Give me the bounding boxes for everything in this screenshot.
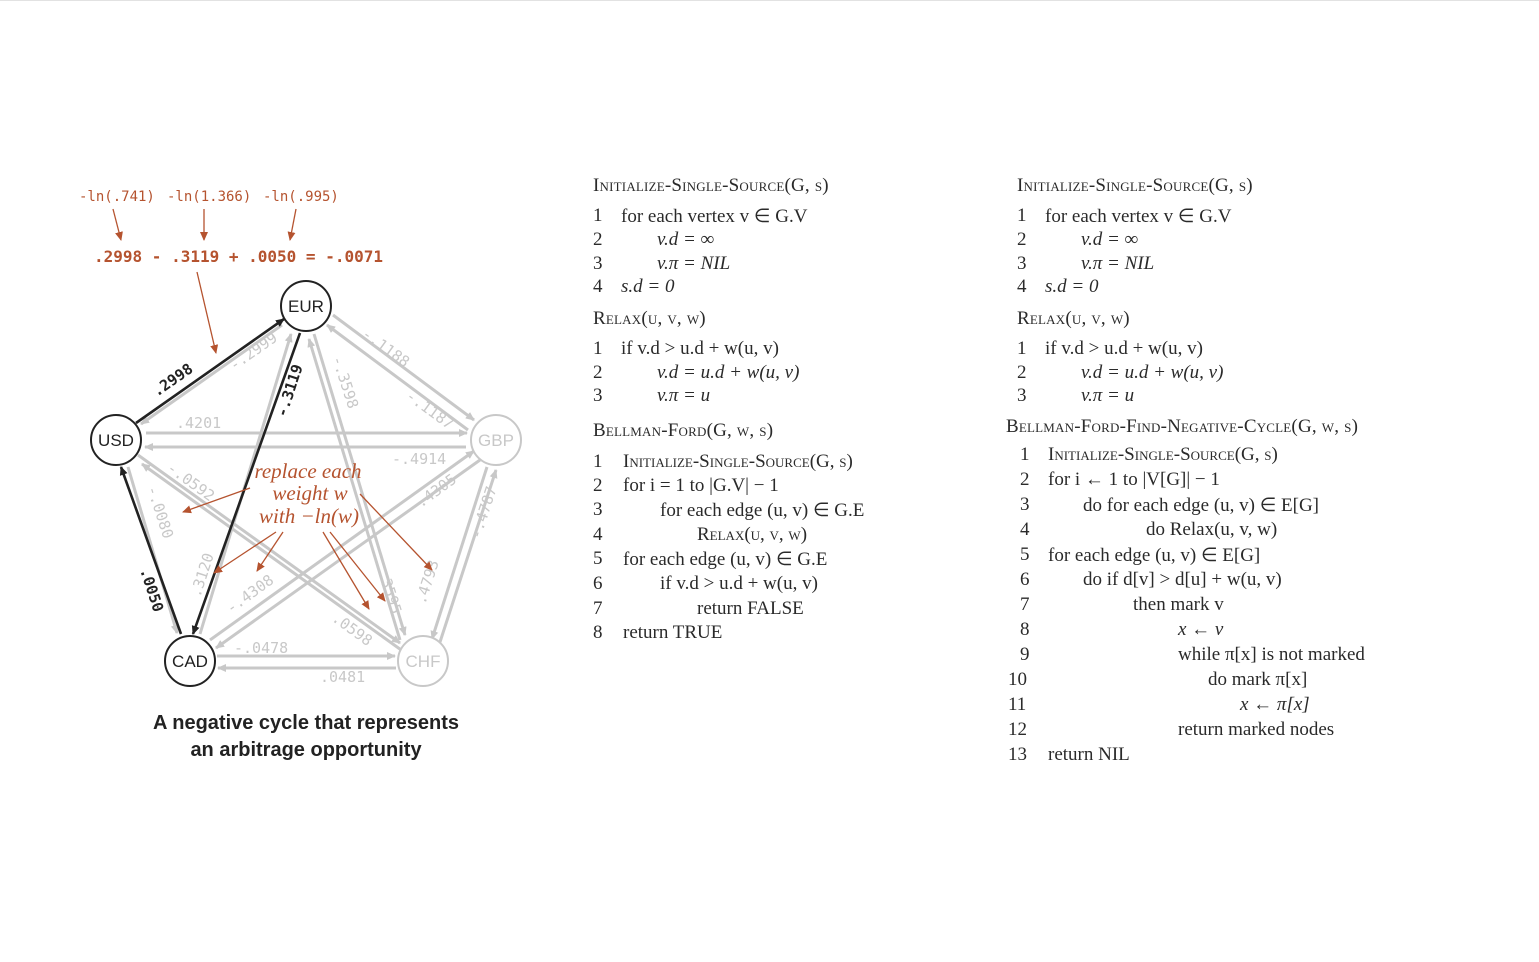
- node-cad: [165, 636, 215, 686]
- formula-term-1: -ln(.741): [79, 189, 155, 205]
- weight-usd-cad: -.0080: [143, 483, 178, 541]
- formula-pointer-arrow: [197, 272, 216, 353]
- arbitrage-graph: [0, 0, 600, 800]
- note-line-3: with −ln(w): [259, 504, 359, 528]
- caption-line-2: an arbitrage opportunity: [190, 739, 422, 761]
- node-eur: [281, 281, 331, 331]
- node-chf: [398, 636, 448, 686]
- note-line-1: replace each: [254, 459, 362, 483]
- weight-chf-gbp: .4793: [411, 557, 443, 607]
- note-arrow-2: [257, 532, 283, 571]
- node-eur-label: EUR: [288, 297, 324, 316]
- weight-eur-gbp: -.1188: [358, 324, 414, 372]
- weight-cad-chf: -.0478: [234, 639, 289, 657]
- weight-chf-cad: .0481: [320, 668, 366, 686]
- weight-gbp-chf: -.4787: [466, 484, 501, 542]
- formula-term-2: -ln(1.366): [167, 189, 252, 205]
- formula-term-3: -ln(.995): [263, 189, 339, 205]
- node-cad-label: CAD: [172, 652, 208, 671]
- formula-sum: .2998 - .3119 + .0050 = -.0071: [94, 247, 383, 266]
- weight-cad-gbp: -.4308: [222, 570, 278, 618]
- init-title: Initialize-Single-Source(G, s): [593, 175, 829, 196]
- relax-title-2: Relax(u, v, w): [1017, 308, 1130, 329]
- weight-eur-cad: -.3119: [272, 362, 307, 420]
- formula-arrow-3: [290, 209, 296, 240]
- node-gbp-label: GBP: [478, 431, 514, 450]
- caption-line-1: A negative cycle that represents: [152, 712, 460, 734]
- weight-chf-eur: .3595: [374, 567, 406, 617]
- pseudocode-find-negative-cycle: Initialize-Single-Source(G, s) 1 for each vertex v ∈ G.V 2 v.d = ∞ 3 v.π = NIL 4 s.d = 0 Relax(u, v, w) 1 if v.d > u.d + w(u, v) 2 v.d = u.d + w(u, v) 3 v.π = u Bellman-Ford-Find-Negative-Cycle(G, w, s) 1 Initialize-Single-Source(G, s) 2 for i ← 1 to |V[G]| − 1 3 do for each edge (u, v) ∈ E[G] 4 do Relax(u, v, w) 5 for each edge (u, v) ∈ E[G] 6 do if d[v] > d[u] + w(u, v) 7 then mark v 8 x ← v 9 while π[x] is not marked 10 do mark π[x] 11 x ← π[x] 12 return marked nodes 13 return NIL: [1006, 175, 1365, 765]
- weight-gbp-usd: -.4914: [392, 450, 447, 468]
- node-gbp: [471, 415, 521, 465]
- weight-usd-eur: .2998: [148, 359, 197, 401]
- weight-eur-usd: -.2999: [225, 328, 281, 375]
- formula-arrow-1: [113, 209, 121, 240]
- node-usd: [91, 415, 141, 465]
- node-chf-label: CHF: [405, 652, 441, 671]
- weight-cad-usd: .0050: [136, 565, 168, 615]
- weight-eur-chf: -.3598: [328, 353, 363, 411]
- pseudocode-bellman-ford: Initialize-Single-Source(G, s) 1 for each vertex v ∈ G.V 2 v.d = ∞ 3 v.π = NIL 4 s.d = 0 Relax(u, v, w) 1 if v.d > u.d + w(u, v) 2 v.d = u.d + w(u, v) 3 v.π = u Bellman-Ford(G, w, s) 1 Initialize-Single-Source(G, s) 2 for i = 1 to |G.V| − 1 3 for each edge (u, v) ∈ G.E 4 Relax(u, v, w) 5 for each edge (u, v) ∈ G.E 6 if v.d > u.d + w(u, v) 7 return FALSE 8 return TRUE: [593, 175, 865, 643]
- note-line-2: weight w: [272, 481, 348, 505]
- relax-title: Relax(u, v, w): [593, 308, 706, 329]
- weight-chf-usd: .0598: [328, 608, 376, 650]
- bellman-ford-title: Bellman-Ford(G, w, s): [593, 420, 774, 441]
- init-title-2: Initialize-Single-Source(G, s): [1017, 175, 1253, 196]
- edge-usd-chf: [138, 455, 400, 643]
- weight-usd-chf: -.0592: [163, 458, 219, 506]
- weight-gbp-eur: -.1187: [402, 386, 458, 434]
- weight-usd-gbp: .4201: [176, 414, 222, 432]
- weight-cad-eur: .3120: [186, 550, 218, 600]
- find-negative-cycle-title: Bellman-Ford-Find-Negative-Cycle(G, w, s): [1006, 416, 1359, 437]
- node-usd-label: USD: [98, 431, 134, 450]
- weight-gbp-cad: .4305: [412, 470, 460, 512]
